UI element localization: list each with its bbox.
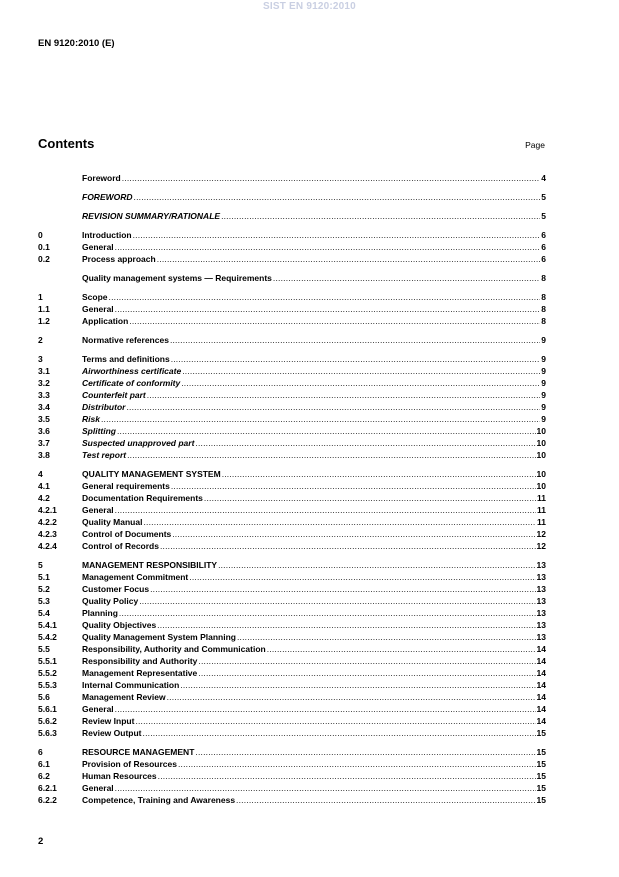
toc-entry-page: 10 [536, 481, 546, 491]
toc-entry-title: Provision of Resources [82, 759, 177, 769]
toc-entry-title: RESOURCE MANAGEMENT [82, 747, 195, 757]
toc-leader-dots [171, 480, 536, 492]
toc-entry-page: 13 [536, 632, 546, 642]
toc-entry-page: 15 [536, 728, 546, 738]
toc-leader-dots [101, 413, 540, 425]
toc-entry[interactable] [38, 210, 546, 222]
toc-entry-page: 6 [541, 242, 546, 252]
toc-entry[interactable] [38, 253, 546, 265]
toc-entry[interactable] [38, 353, 546, 365]
toc-entry-page: 11 [537, 517, 546, 527]
toc-entry-number: 6 [38, 747, 43, 757]
toc-leader-dots [171, 353, 541, 365]
toc-entry-page: 15 [536, 795, 546, 805]
toc-entry-number: 3.8 [38, 450, 50, 460]
toc-entry-page: 14 [536, 680, 546, 690]
toc-leader-dots [195, 437, 535, 449]
toc-entry-number: 1.1 [38, 304, 50, 314]
toc-entry[interactable] [38, 770, 546, 782]
toc-entry[interactable] [38, 437, 546, 449]
toc-leader-dots [158, 770, 536, 782]
toc-leader-dots [178, 758, 536, 770]
toc-entry-page: 15 [536, 759, 546, 769]
toc-entry-title: QUALITY MANAGEMENT SYSTEM [82, 469, 221, 479]
toc-entry[interactable] [38, 365, 546, 377]
toc-entry[interactable] [38, 229, 546, 241]
toc-entry-title: Management Commitment [82, 572, 189, 582]
toc-entry[interactable] [38, 794, 546, 806]
toc-entry-number: 5.2 [38, 584, 50, 594]
toc-entry[interactable] [38, 583, 546, 595]
watermark: SIST EN 9120:2010 [263, 1, 356, 12]
toc-entry-number: 0.1 [38, 242, 50, 252]
toc-leader-dots [115, 504, 536, 516]
toc-entry-number: 3.4 [38, 402, 50, 412]
toc-entry-page: 10 [536, 438, 546, 448]
toc-entry-title: Normative references [82, 335, 169, 345]
toc-entry-title: Review Output [82, 728, 142, 738]
toc-entry[interactable] [38, 715, 546, 727]
toc-leader-dots [117, 425, 536, 437]
toc-entry-title: Counterfeit part [82, 390, 146, 400]
toc-entry[interactable] [38, 241, 546, 253]
toc-entry-page: 4 [541, 173, 546, 183]
toc-leader-dots [198, 667, 535, 679]
toc-leader-dots [115, 782, 536, 794]
toc-entry-title: Terms and definitions [82, 354, 170, 364]
toc-entry-number: 2 [38, 335, 43, 345]
toc-leader-dots [204, 492, 536, 504]
toc-entry-title: Airworthiness certificate [82, 366, 182, 376]
toc-entry[interactable] [38, 172, 546, 184]
toc-leader-dots [134, 191, 541, 203]
toc-entry-page: 13 [536, 596, 546, 606]
toc-entry-page: 11 [537, 493, 546, 503]
toc-entry[interactable] [38, 758, 546, 770]
toc-entry-page: 14 [536, 668, 546, 678]
toc-entry-number: 5.6.3 [38, 728, 57, 738]
toc-entry[interactable] [38, 413, 546, 425]
toc-entry[interactable] [38, 389, 546, 401]
toc-leader-dots [195, 746, 535, 758]
toc-entry-title: Suspected unapproved part [82, 438, 195, 448]
toc-entry[interactable] [38, 679, 546, 691]
toc-entry-page: 9 [541, 354, 546, 364]
toc-entry-page: 15 [536, 747, 546, 757]
toc-entry[interactable] [38, 516, 546, 528]
toc-entry-title: Control of Records [82, 541, 159, 551]
toc-entry-page: 14 [536, 716, 546, 726]
toc-entry-page: 13 [536, 620, 546, 630]
toc-entry-title: Management Review [82, 692, 166, 702]
toc-leader-dots [198, 655, 535, 667]
toc-leader-dots [115, 303, 541, 315]
contents-title: Contents [38, 136, 95, 151]
toc-entry-number: 5.5.1 [38, 656, 57, 666]
toc-entry-number: 3.2 [38, 378, 50, 388]
toc-entry-title: Responsibility, Authority and Communication [82, 644, 266, 654]
toc-entry-number: 1.2 [38, 316, 50, 326]
toc-entry-page: 10 [536, 469, 546, 479]
toc-entry-number: 3.5 [38, 414, 50, 424]
toc-leader-dots [180, 679, 535, 691]
toc-entry-title: Control of Documents [82, 529, 172, 539]
toc-entry[interactable] [38, 528, 546, 540]
toc-leader-dots [133, 229, 541, 241]
toc-entry-page: 12 [536, 529, 546, 539]
toc-entry-title: General [82, 505, 114, 515]
toc-entry-page: 14 [536, 704, 546, 714]
toc-entry[interactable] [38, 425, 546, 437]
toc-entry[interactable] [38, 691, 546, 703]
toc-entry[interactable] [38, 643, 546, 655]
toc-entry-title: General [82, 242, 114, 252]
toc-entry-page: 8 [541, 292, 546, 302]
toc-leader-dots [119, 607, 536, 619]
toc-entry[interactable] [38, 191, 546, 203]
toc-entry[interactable] [38, 782, 546, 794]
toc-leader-dots [221, 210, 540, 222]
footer-page-number: 2 [38, 836, 44, 847]
toc-entry-title: Certificate of conformity [82, 378, 181, 388]
toc-entry-title: General [82, 783, 114, 793]
toc-entry-page: 5 [541, 211, 546, 221]
table-of-contents [38, 172, 546, 806]
toc-entry-number: 4.2.3 [38, 529, 57, 539]
toc-leader-dots [143, 727, 536, 739]
toc-entry-title: Foreword [82, 173, 121, 183]
toc-entry-number: 5.4 [38, 608, 50, 618]
toc-leader-dots [150, 583, 535, 595]
toc-entry[interactable] [38, 607, 546, 619]
toc-leader-dots [115, 241, 541, 253]
toc-entry-page: 9 [541, 335, 546, 345]
toc-entry[interactable] [38, 303, 546, 315]
toc-leader-dots [236, 794, 535, 806]
toc-leader-dots [237, 631, 536, 643]
toc-leader-dots [182, 365, 540, 377]
toc-entry-number: 5.3 [38, 596, 50, 606]
toc-leader-dots [122, 172, 541, 184]
toc-entry-page: 11 [537, 505, 546, 515]
toc-entry[interactable] [38, 291, 546, 303]
toc-entry[interactable] [38, 480, 546, 492]
toc-entry-number: 6.1 [38, 759, 50, 769]
toc-entry-page: 9 [541, 414, 546, 424]
toc-entry-title: Review Input [82, 716, 135, 726]
toc-entry-page: 12 [536, 541, 546, 551]
toc-entry-title: Application [82, 316, 129, 326]
toc-entry-number: 3.1 [38, 366, 50, 376]
toc-leader-dots [167, 691, 536, 703]
toc-entry[interactable] [38, 746, 546, 758]
toc-entry[interactable] [38, 559, 546, 571]
toc-entry[interactable] [38, 449, 546, 461]
toc-entry[interactable] [38, 655, 546, 667]
toc-entry-page: 9 [541, 366, 546, 376]
toc-entry-number: 5.1 [38, 572, 50, 582]
toc-entry-title: Human Resources [82, 771, 157, 781]
toc-entry-number: 4.2.2 [38, 517, 57, 527]
toc-entry-page: 14 [536, 656, 546, 666]
toc-entry[interactable] [38, 334, 546, 346]
toc-leader-dots [143, 516, 536, 528]
toc-entry-number: 6.2.1 [38, 783, 57, 793]
toc-entry[interactable] [38, 667, 546, 679]
toc-leader-dots [157, 619, 535, 631]
toc-entry-title: Customer Focus [82, 584, 150, 594]
toc-entry-page: 13 [536, 584, 546, 594]
toc-entry-page: 13 [536, 572, 546, 582]
toc-entry-title: Distributor [82, 402, 126, 412]
toc-entry[interactable] [38, 377, 546, 389]
toc-entry-title: General [82, 304, 114, 314]
toc-entry-page: 10 [536, 450, 546, 460]
toc-entry-number: 5 [38, 560, 43, 570]
toc-entry[interactable] [38, 703, 546, 715]
toc-entry-page: 15 [536, 783, 546, 793]
toc-leader-dots [135, 715, 535, 727]
toc-leader-dots [109, 291, 541, 303]
toc-entry-title: Quality Management System Planning [82, 632, 236, 642]
toc-entry-page: 15 [536, 771, 546, 781]
toc-entry-page: 9 [541, 378, 546, 388]
toc-entry-number: 3.3 [38, 390, 50, 400]
toc-entry-number: 0.2 [38, 254, 50, 264]
toc-entry-number: 3.6 [38, 426, 50, 436]
toc-entry-title: MANAGEMENT RESPONSIBILITY [82, 560, 218, 570]
toc-entry-title: Splitting [82, 426, 116, 436]
toc-entry[interactable] [38, 468, 546, 480]
toc-entry-number: 4.2.1 [38, 505, 57, 515]
toc-entry-title: Quality Objectives [82, 620, 157, 630]
toc-entry-title: Planning [82, 608, 118, 618]
document-id: EN 9120:2010 (E) [38, 38, 115, 49]
toc-entry[interactable] [38, 619, 546, 631]
toc-entry-title: General requirements [82, 481, 170, 491]
toc-entry[interactable] [38, 631, 546, 643]
toc-leader-dots [115, 703, 536, 715]
toc-leader-dots [139, 595, 535, 607]
toc-leader-dots [157, 253, 541, 265]
toc-entry[interactable] [38, 504, 546, 516]
toc-entry-title: Quality Manual [82, 517, 143, 527]
toc-entry-number: 5.5.2 [38, 668, 57, 678]
toc-entry-number: 4.2 [38, 493, 50, 503]
toc-entry-number: 5.4.1 [38, 620, 57, 630]
toc-entry-title: Scope [82, 292, 108, 302]
toc-leader-dots [147, 389, 541, 401]
toc-entry-page: 9 [541, 390, 546, 400]
toc-entry-title: Management Representative [82, 668, 198, 678]
toc-entry-page: 5 [541, 192, 546, 202]
toc-entry-number: 4 [38, 469, 43, 479]
toc-entry[interactable] [38, 492, 546, 504]
toc-entry-number: 4.2.4 [38, 541, 57, 551]
toc-entry-title: Test report [82, 450, 127, 460]
toc-entry-page: 6 [541, 230, 546, 240]
toc-entry-title: FOREWORD [82, 192, 133, 202]
toc-entry-page: 10 [536, 426, 546, 436]
toc-entry-title: Quality Policy [82, 596, 139, 606]
toc-entry-number: 5.5 [38, 644, 50, 654]
toc-entry-title: General [82, 704, 114, 714]
toc-entry-title: Documentation Requirements [82, 493, 203, 503]
toc-entry-page: 6 [541, 254, 546, 264]
toc-leader-dots [127, 449, 535, 461]
toc-entry-page: 13 [536, 608, 546, 618]
toc-entry[interactable] [38, 315, 546, 327]
toc-entry-title: Quality management systems — Requirements [82, 273, 272, 283]
toc-entry-page: 8 [541, 316, 546, 326]
toc-entry-number: 3 [38, 354, 43, 364]
page-column-label: Page [525, 140, 545, 150]
toc-leader-dots [129, 315, 540, 327]
toc-entry-title: Introduction [82, 230, 132, 240]
toc-entry[interactable] [38, 540, 546, 552]
toc-entry-number: 5.6.2 [38, 716, 57, 726]
toc-entry-number: 1 [38, 292, 43, 302]
toc-leader-dots [189, 571, 535, 583]
toc-entry-page: 14 [536, 644, 546, 654]
toc-entry-number: 4.1 [38, 481, 50, 491]
toc-entry-title: Risk [82, 414, 100, 424]
toc-leader-dots [267, 643, 536, 655]
toc-entry-number: 5.5.3 [38, 680, 57, 690]
toc-entry-page: 13 [536, 560, 546, 570]
toc-entry-number: 6.2 [38, 771, 50, 781]
toc-entry-page: 8 [541, 304, 546, 314]
toc-entry-title: REVISION SUMMARY/RATIONALE [82, 211, 221, 221]
toc-entry-number: 3.7 [38, 438, 50, 448]
toc-entry-number: 5.4.2 [38, 632, 57, 642]
toc-entry-title: Process approach [82, 254, 156, 264]
toc-leader-dots [222, 468, 536, 480]
toc-leader-dots [273, 272, 540, 284]
toc-leader-dots [126, 401, 540, 413]
toc-entry[interactable] [38, 401, 546, 413]
toc-entry-title: Internal Communication [82, 680, 180, 690]
toc-entry-page: 8 [541, 273, 546, 283]
toc-entry-number: 5.6 [38, 692, 50, 702]
toc-entry-number: 5.6.1 [38, 704, 57, 714]
toc-entry-title: Responsibility and Authority [82, 656, 198, 666]
toc-leader-dots [170, 334, 540, 346]
toc-entry-title: Competence, Training and Awareness [82, 795, 236, 805]
toc-leader-dots [218, 559, 535, 571]
toc-leader-dots [160, 540, 536, 552]
toc-leader-dots [172, 528, 535, 540]
toc-entry-page: 14 [536, 692, 546, 702]
toc-entry-number: 0 [38, 230, 43, 240]
toc-entry[interactable] [38, 571, 546, 583]
toc-entry[interactable] [38, 595, 546, 607]
toc-entry[interactable] [38, 272, 546, 284]
toc-entry[interactable] [38, 727, 546, 739]
toc-leader-dots [181, 377, 540, 389]
toc-entry-page: 9 [541, 402, 546, 412]
toc-entry-number: 6.2.2 [38, 795, 57, 805]
